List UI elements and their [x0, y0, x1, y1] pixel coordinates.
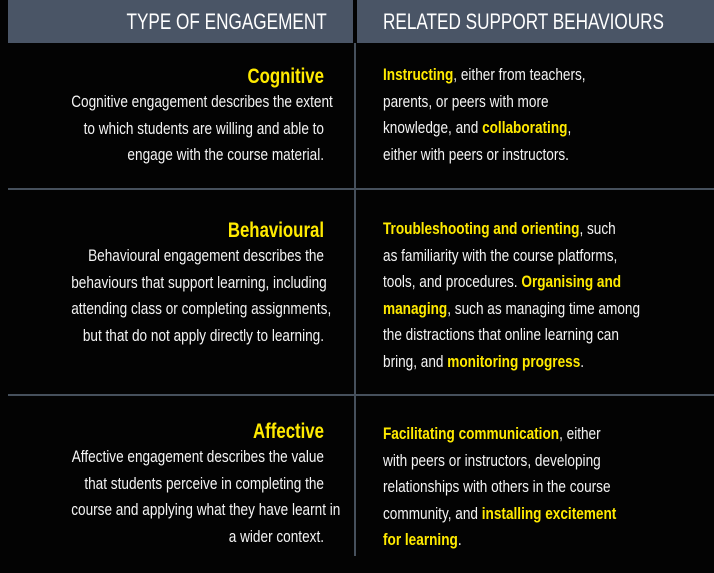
row-affective-support — [383, 421, 683, 554]
header-col2-label: RELATED SUPPORT BEHAVIOURS — [383, 9, 664, 34]
row-divider-1 — [8, 188, 714, 190]
support-line — [383, 216, 623, 243]
support-line — [383, 115, 623, 142]
header-col1-label: TYPE OF ENGAGEMENT — [126, 9, 327, 34]
type-line: Affective engagement describes the value — [71, 447, 324, 466]
support-text: parents, or peers with more — [383, 91, 549, 111]
support-highlight: installing excitement — [481, 503, 617, 523]
engagement-title-affective: Affective — [253, 420, 324, 443]
support-line — [383, 296, 641, 323]
support-line — [383, 349, 623, 376]
type-line: that students perceive in completing the — [84, 473, 324, 493]
support-text: , either — [559, 424, 601, 443]
support-line — [383, 62, 623, 89]
support-line — [383, 527, 623, 554]
type-line: a wider context. — [228, 526, 324, 546]
support-line — [383, 322, 623, 349]
row-cognitive-type — [8, 65, 333, 169]
support-text: with peers or instructors, developing — [383, 450, 601, 470]
support-line — [383, 269, 623, 296]
support-highlight: for learning — [383, 530, 458, 549]
support-text: , such — [579, 219, 616, 238]
support-text: knowledge, and — [383, 118, 483, 137]
support-line — [383, 243, 623, 270]
type-line: course and applying what they have learnt in — [71, 500, 341, 519]
support-line — [383, 474, 623, 501]
row-behavioural-support — [383, 216, 683, 375]
type-line: Behavioural engagement describes the — [88, 246, 324, 265]
support-text: . — [457, 530, 462, 549]
support-highlight: monitoring progress — [447, 351, 581, 371]
support-line — [383, 501, 623, 528]
support-line — [383, 448, 623, 475]
support-highlight: Troubleshooting and orienting — [383, 219, 580, 238]
support-text: , — [567, 118, 572, 137]
type-line: attending class or completing assignments, — [71, 299, 332, 318]
row-behavioural-type — [8, 219, 332, 349]
column-divider — [354, 43, 356, 556]
support-text: the distractions that online learning can — [383, 325, 619, 344]
type-line: to which students are willing and able to — [83, 118, 324, 138]
support-text: tools, and procedures. — [383, 272, 522, 291]
row-affective-type — [8, 420, 341, 550]
header-related-support-behaviours — [357, 0, 714, 43]
header-type-of-engagement — [8, 0, 353, 43]
row-cognitive-support — [383, 62, 683, 168]
row-divider-2 — [8, 394, 714, 396]
support-text: bring, and — [383, 351, 448, 371]
support-text: relationships with others in the course — [383, 477, 611, 496]
support-text: , either from teachers, — [453, 65, 586, 84]
support-text: , such as managing time among — [447, 298, 641, 318]
type-line: Cognitive engagement describes the extent — [71, 92, 333, 111]
support-text: community, and — [383, 503, 482, 523]
support-text: . — [580, 351, 585, 371]
support-highlight: Facilitating communication — [383, 424, 560, 443]
support-text: either with peers or instructors. — [383, 144, 569, 164]
support-line — [383, 142, 623, 169]
table-header — [0, 0, 714, 43]
support-line — [383, 421, 623, 448]
type-line: behaviours that support learning, including — [71, 272, 327, 292]
engagement-title-behavioural: Behavioural — [227, 219, 324, 242]
support-highlight: Organising and — [521, 272, 622, 291]
support-line — [383, 89, 623, 116]
type-line: but that do not apply directly to learning. — [82, 325, 324, 345]
support-text: as familiarity with the course platforms, — [383, 245, 618, 265]
support-highlight: Instructing — [383, 65, 454, 84]
type-line: engage with the course material. — [127, 145, 324, 164]
support-highlight: collaborating — [482, 118, 568, 137]
engagement-title-cognitive: Cognitive — [247, 65, 324, 88]
support-highlight: managing — [383, 298, 448, 318]
